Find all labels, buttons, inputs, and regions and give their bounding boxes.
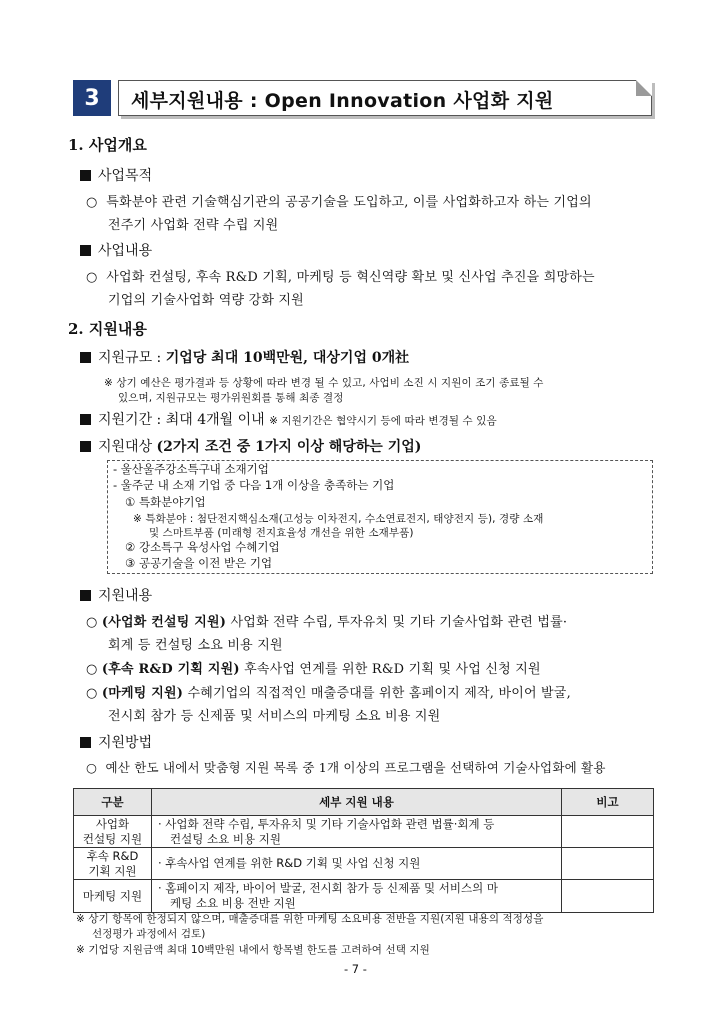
- heading-business-overview: 1. 사업개요: [68, 136, 147, 154]
- support-item-marketing-line-2: 전시회 참가 등 신제품 및 서비스의 마케팅 소요 비용 지원: [108, 709, 441, 724]
- row-note: [562, 848, 654, 880]
- square-bullet-icon: [80, 245, 91, 256]
- scale-note-line-2: 있으며, 지원규모는 평가위원회를 통해 최종 결정: [118, 392, 344, 404]
- row-category: 사업화 컨설팅 지원: [74, 816, 152, 848]
- target-item-1-note-2: 및 스마트부품 (미래형 전지효율성 개선을 위한 소재부품): [149, 527, 414, 539]
- circle-bullet-icon: ○: [86, 195, 98, 210]
- heading-support-content: 2. 지원내용: [68, 320, 147, 338]
- col-header-detail: 세부 지원 내용: [152, 789, 562, 816]
- table-row: [74, 816, 654, 848]
- col-header-note: 비고: [562, 789, 654, 816]
- section-number-badge: [73, 80, 111, 116]
- support-item-consulting: ○ (사업화 컨설팅 지원) 사업화 전략 수립, 투자유치 및 기타 기술사업화 관련 법률·: [86, 615, 568, 630]
- target-condition-2: - 울주군 내 소재 기업 중 다음 1개 이상을 충족하는 기업: [113, 478, 395, 492]
- section-title: 세부지원내용 : Open Innovation 사업화 지원: [131, 90, 554, 112]
- footnote-1-line-2: 선정평가 과정에서 검토): [92, 928, 206, 940]
- square-bullet-icon: [80, 737, 91, 748]
- target-item-1: ① 특화분야기업: [125, 495, 206, 509]
- row-category: 후속 R&D 기획 지원: [74, 848, 152, 880]
- support-item-consulting-line-2: 회계 등 컨설팅 소요 비용 지원: [108, 638, 283, 653]
- target-item-1-note-1: ※ 특화분야 : 첨단전지핵심소재(고성능 이차전지, 수소연료전지, 태양전지 등), 경량 소재: [133, 513, 544, 525]
- support-period: 지원기간 : 최대 4개월 이내 ※ 지원기간은 협약시기 등에 따라 변경될 수 있음: [80, 409, 497, 429]
- section-number: 3: [84, 85, 100, 111]
- support-table: [73, 788, 654, 913]
- table-row: [74, 848, 654, 880]
- support-target: 지원대상 (2가지 조건 중 1가지 이상 해당하는 기업): [80, 436, 421, 456]
- content-line-1: ○ 사업화 컨설팅, 후속 R&D 기획, 마케팅 등 혁신역량 확보 및 신사업 추진을 희망하는: [86, 270, 595, 285]
- circle-bullet-icon: ○: [86, 760, 98, 775]
- content-line-2: 기업의 기술사업화 역량 강화 지원: [108, 293, 304, 308]
- scale-note-line-1: ※ 상기 예산은 평가결과 등 상황에 따라 변경 될 수 있고, 사업비 소진 시 지원이 조기 종료될 수: [104, 377, 544, 389]
- target-condition-1: - 울산울주강소특구내 소재기업: [113, 462, 269, 476]
- folded-corner-decoration: [636, 80, 652, 96]
- table-row: [74, 880, 654, 913]
- row-detail: · 홈페이지 제작, 바이어 발굴, 전시회 참가 등 신제품 및 서비스의 마 케팅 소요 비용 전반 지원: [152, 880, 562, 913]
- circle-bullet-icon: ○: [86, 686, 98, 701]
- target-item-2: ② 강소특구 육성사업 수혜기업: [125, 540, 280, 554]
- support-item-marketing: ○ (마케팅 지원) 수혜기업의 직접적인 매출증대를 위한 홈페이지 제작, 바이어 발굴,: [86, 686, 571, 701]
- circle-bullet-icon: ○: [86, 615, 98, 630]
- row-detail: · 사업화 전략 수립, 투자유치 및 기타 기술사업화 관련 법률·회계 등 컨설팅 소요 비용 지원: [152, 816, 562, 848]
- row-note: [562, 880, 654, 913]
- square-bullet-icon: [80, 441, 91, 452]
- square-bullet-icon: [80, 170, 91, 181]
- footnote-1-line-1: ※ 상기 항목에 한정되지 않으며, 매출증대를 위한 마케팅 소요비용 전반을 지원(지원 내용의 적정성을: [76, 913, 544, 925]
- section-title-box: [118, 80, 652, 116]
- support-scale: 지원규모 : 기업당 최대 10백만원, 대상기업 0개社: [80, 347, 409, 367]
- target-item-3: ③ 공공기술을 이전 받은 기업: [125, 556, 273, 570]
- subheading-method: 지원방법: [80, 732, 152, 752]
- square-bullet-icon: [80, 414, 91, 425]
- purpose-line-1: ○ 특화분야 관련 기술핵심기관의 공공기술을 도입하고, 이를 사업화하고자 하는 기업의: [86, 195, 592, 210]
- page-number: - 7 -: [344, 962, 367, 976]
- subheading-purpose: 사업목적: [80, 165, 152, 185]
- subheading-content: 사업내용: [80, 240, 152, 260]
- col-header-category: 구분: [74, 789, 152, 816]
- circle-bullet-icon: ○: [86, 270, 98, 285]
- row-category: 마케팅 지원: [74, 880, 152, 913]
- square-bullet-icon: [80, 352, 91, 363]
- row-note: [562, 816, 654, 848]
- table-header-row: [74, 789, 654, 816]
- subheading-support-items: 지원내용: [80, 585, 152, 605]
- support-item-rnd: ○ (후속 R&D 기획 지원) 후속사업 연계를 위한 R&D 기획 및 사업 신청 지원: [86, 662, 541, 677]
- method-line-1: ○ 예산 한도 내에서 맞춤형 지원 목록 중 1개 이상의 프로그램을 선택하여 기술사업화에 활용: [86, 760, 606, 775]
- circle-bullet-icon: ○: [86, 662, 98, 677]
- row-detail: · 후속사업 연계를 위한 R&D 기획 및 사업 신청 지원: [152, 848, 562, 880]
- purpose-line-2: 전주기 사업화 전략 수립 지원: [108, 218, 279, 233]
- square-bullet-icon: [80, 590, 91, 601]
- footnote-2: ※ 기업당 지원금액 최대 10백만원 내에서 항목별 한도를 고려하여 선택 지원: [76, 944, 430, 956]
